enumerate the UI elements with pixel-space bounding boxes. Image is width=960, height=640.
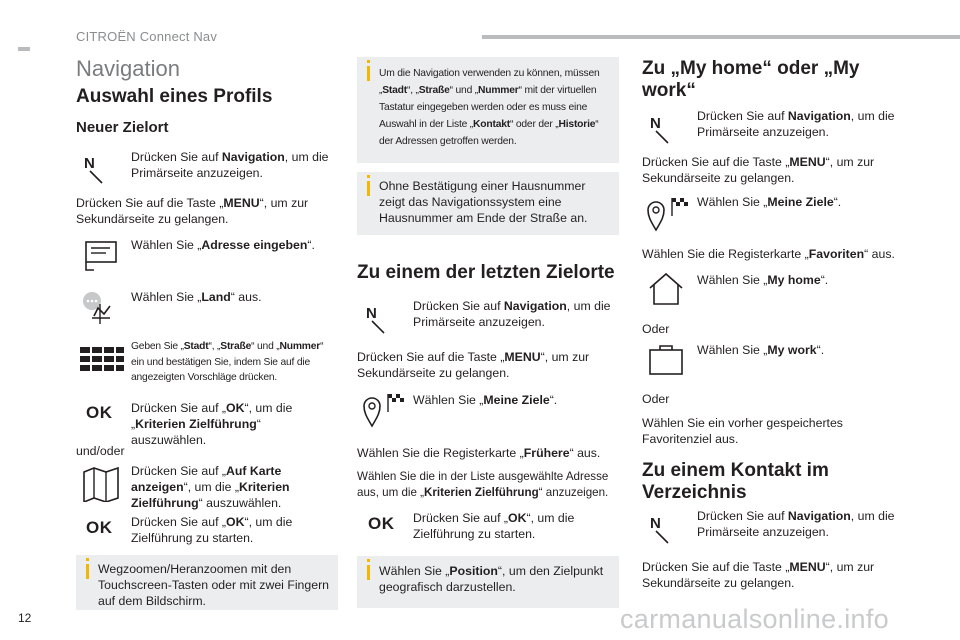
svg-text:N: N — [84, 155, 95, 172]
and-or-label: und/oder — [76, 444, 125, 458]
subheading-new-destination: Neuer Zielort — [76, 119, 169, 136]
step-my-home: Wählen Sie „My home“. — [697, 273, 829, 287]
step-my-work: Wählen Sie „My work“. — [697, 343, 825, 357]
step-press-menu: Drücken Sie auf die Taste „MENU“, um zur Sekundärseite zu gelangen. — [642, 155, 875, 185]
ok-icon: OK — [86, 403, 113, 422]
info-box-navigation-requirements: Um die Navigation verwenden zu können, müssen „Stadt“, „Straße“ und „Nummer“ mit der virtuellen Tastatur eingegeben werden oder es muss eine Auswahl in der Liste „Kontakt“ oder der „Historie“ der Adressen getroffen werden. — [357, 57, 619, 163]
my-destinations-icon — [646, 196, 690, 232]
or-label: Oder — [642, 392, 670, 406]
navigation-n-icon — [80, 150, 124, 186]
heading-contact-directory: Zu einem Kontakt im Verzeichnis — [642, 460, 829, 503]
header-bar-left — [18, 47, 30, 51]
step-show-on-map: Drücken Sie auf „Auf Karte anzeigen“, um die „Kriterien Zielführung“ auszuwählen. — [131, 464, 290, 510]
address-input-icon — [80, 238, 124, 274]
country-icon — [80, 290, 124, 326]
step-press-navigation: Drücken Sie auf Navigation, um die Primärseite anzuzeigen. — [131, 150, 329, 180]
info-icon — [86, 564, 89, 579]
section-title: Navigation — [76, 56, 180, 81]
step-saved-favorite: Wählen Sie ein vorher gespeichertes Favoritenziel aus. — [642, 416, 843, 446]
step-enter-city-street: Geben Sie „Stadt“, „Straße“ und „Nummer“ ein und bestätigen Sie, indem Sie auf die angezeigten Vorschläge drücken. — [131, 341, 324, 383]
step-ok-start-guidance: Drücken Sie auf „OK“, um die Zielführung zu starten. — [413, 511, 575, 541]
header-bar-right — [482, 35, 960, 39]
heading-profile: Auswahl eines Profils — [76, 86, 273, 107]
watermark: carmanualsonline.info — [620, 604, 889, 634]
info-box-house-number: Ohne Bestätigung einer Hausnummer zeigt das Navigationssystem eine Hausnummer am Ende der Straße an. — [357, 172, 619, 235]
my-destinations-icon — [362, 392, 406, 428]
step-ok-start-guidance: Drücken Sie auf „OK“, um die Zielführung zu starten. — [131, 515, 293, 545]
page-number: 12 — [18, 611, 32, 625]
svg-text:N: N — [650, 115, 661, 132]
svg-text:N: N — [366, 305, 377, 322]
info-box-position: Wählen Sie „Position“, um den Zielpunkt geografisch darzustellen. — [357, 556, 619, 608]
step-press-menu: Drücken Sie auf die Taste „MENU“, um zur Sekundärseite zu gelangen. — [76, 196, 309, 226]
info-icon — [367, 66, 370, 81]
step-tab-recent: Wählen Sie die Registerkarte „Frühere“ aus. — [357, 446, 601, 460]
heading-my-home-work: Zu „My home“ oder „My work“ — [642, 58, 860, 101]
ok-icon: OK — [86, 518, 113, 537]
step-enter-address: Wählen Sie „Adresse eingeben“. — [131, 238, 315, 252]
ok-icon: OK — [368, 514, 395, 533]
step-press-navigation: Drücken Sie auf Navigation, um die Primärseite anzuzeigen. — [413, 299, 611, 329]
step-select-country: Wählen Sie „Land“ aus. — [131, 290, 262, 304]
info-icon — [367, 181, 370, 196]
keyboard-icon — [80, 345, 124, 381]
map-icon — [80, 466, 124, 502]
navigation-n-icon — [646, 110, 690, 146]
header-title: CITROËN Connect Nav — [76, 29, 218, 44]
navigation-n-icon — [646, 510, 690, 546]
info-box-zoom: Wegzoomen/Heranzoomen mit den Touchscreen-Tasten oder mit zwei Fingern auf dem Bildschirm. — [76, 555, 338, 610]
step-press-navigation: Drücken Sie auf Navigation, um die Primärseite anzuzeigen. — [697, 509, 895, 539]
home-icon — [646, 272, 690, 308]
info-icon — [367, 565, 370, 580]
step-my-destinations: Wählen Sie „Meine Ziele“. — [697, 195, 842, 209]
step-my-destinations: Wählen Sie „Meine Ziele“. — [413, 393, 558, 407]
step-select-address: Wählen Sie die in der Liste ausgewählte Adresse aus, um die „Kriterien Zielführung“ anzuzeigen. — [357, 470, 609, 499]
step-press-navigation: Drücken Sie auf Navigation, um die Primärseite anzuzeigen. — [697, 109, 895, 139]
step-press-menu: Drücken Sie auf die Taste „MENU“, um zur Sekundärseite zu gelangen. — [642, 560, 875, 590]
step-ok-criteria: Drücken Sie auf „OK“, um die „Kriterien Zielführung“ auszuwählen. — [131, 401, 293, 447]
work-briefcase-icon — [646, 342, 690, 378]
svg-text:N: N — [650, 515, 661, 532]
or-label: Oder — [642, 322, 670, 336]
step-press-menu: Drücken Sie auf die Taste „MENU“, um zur Sekundärseite zu gelangen. — [357, 350, 590, 380]
step-tab-favorites: Wählen Sie die Registerkarte „Favoriten“ aus. — [642, 247, 895, 261]
navigation-n-icon — [362, 300, 406, 336]
heading-recent-destinations: Zu einem der letzten Zielorte — [357, 262, 615, 283]
